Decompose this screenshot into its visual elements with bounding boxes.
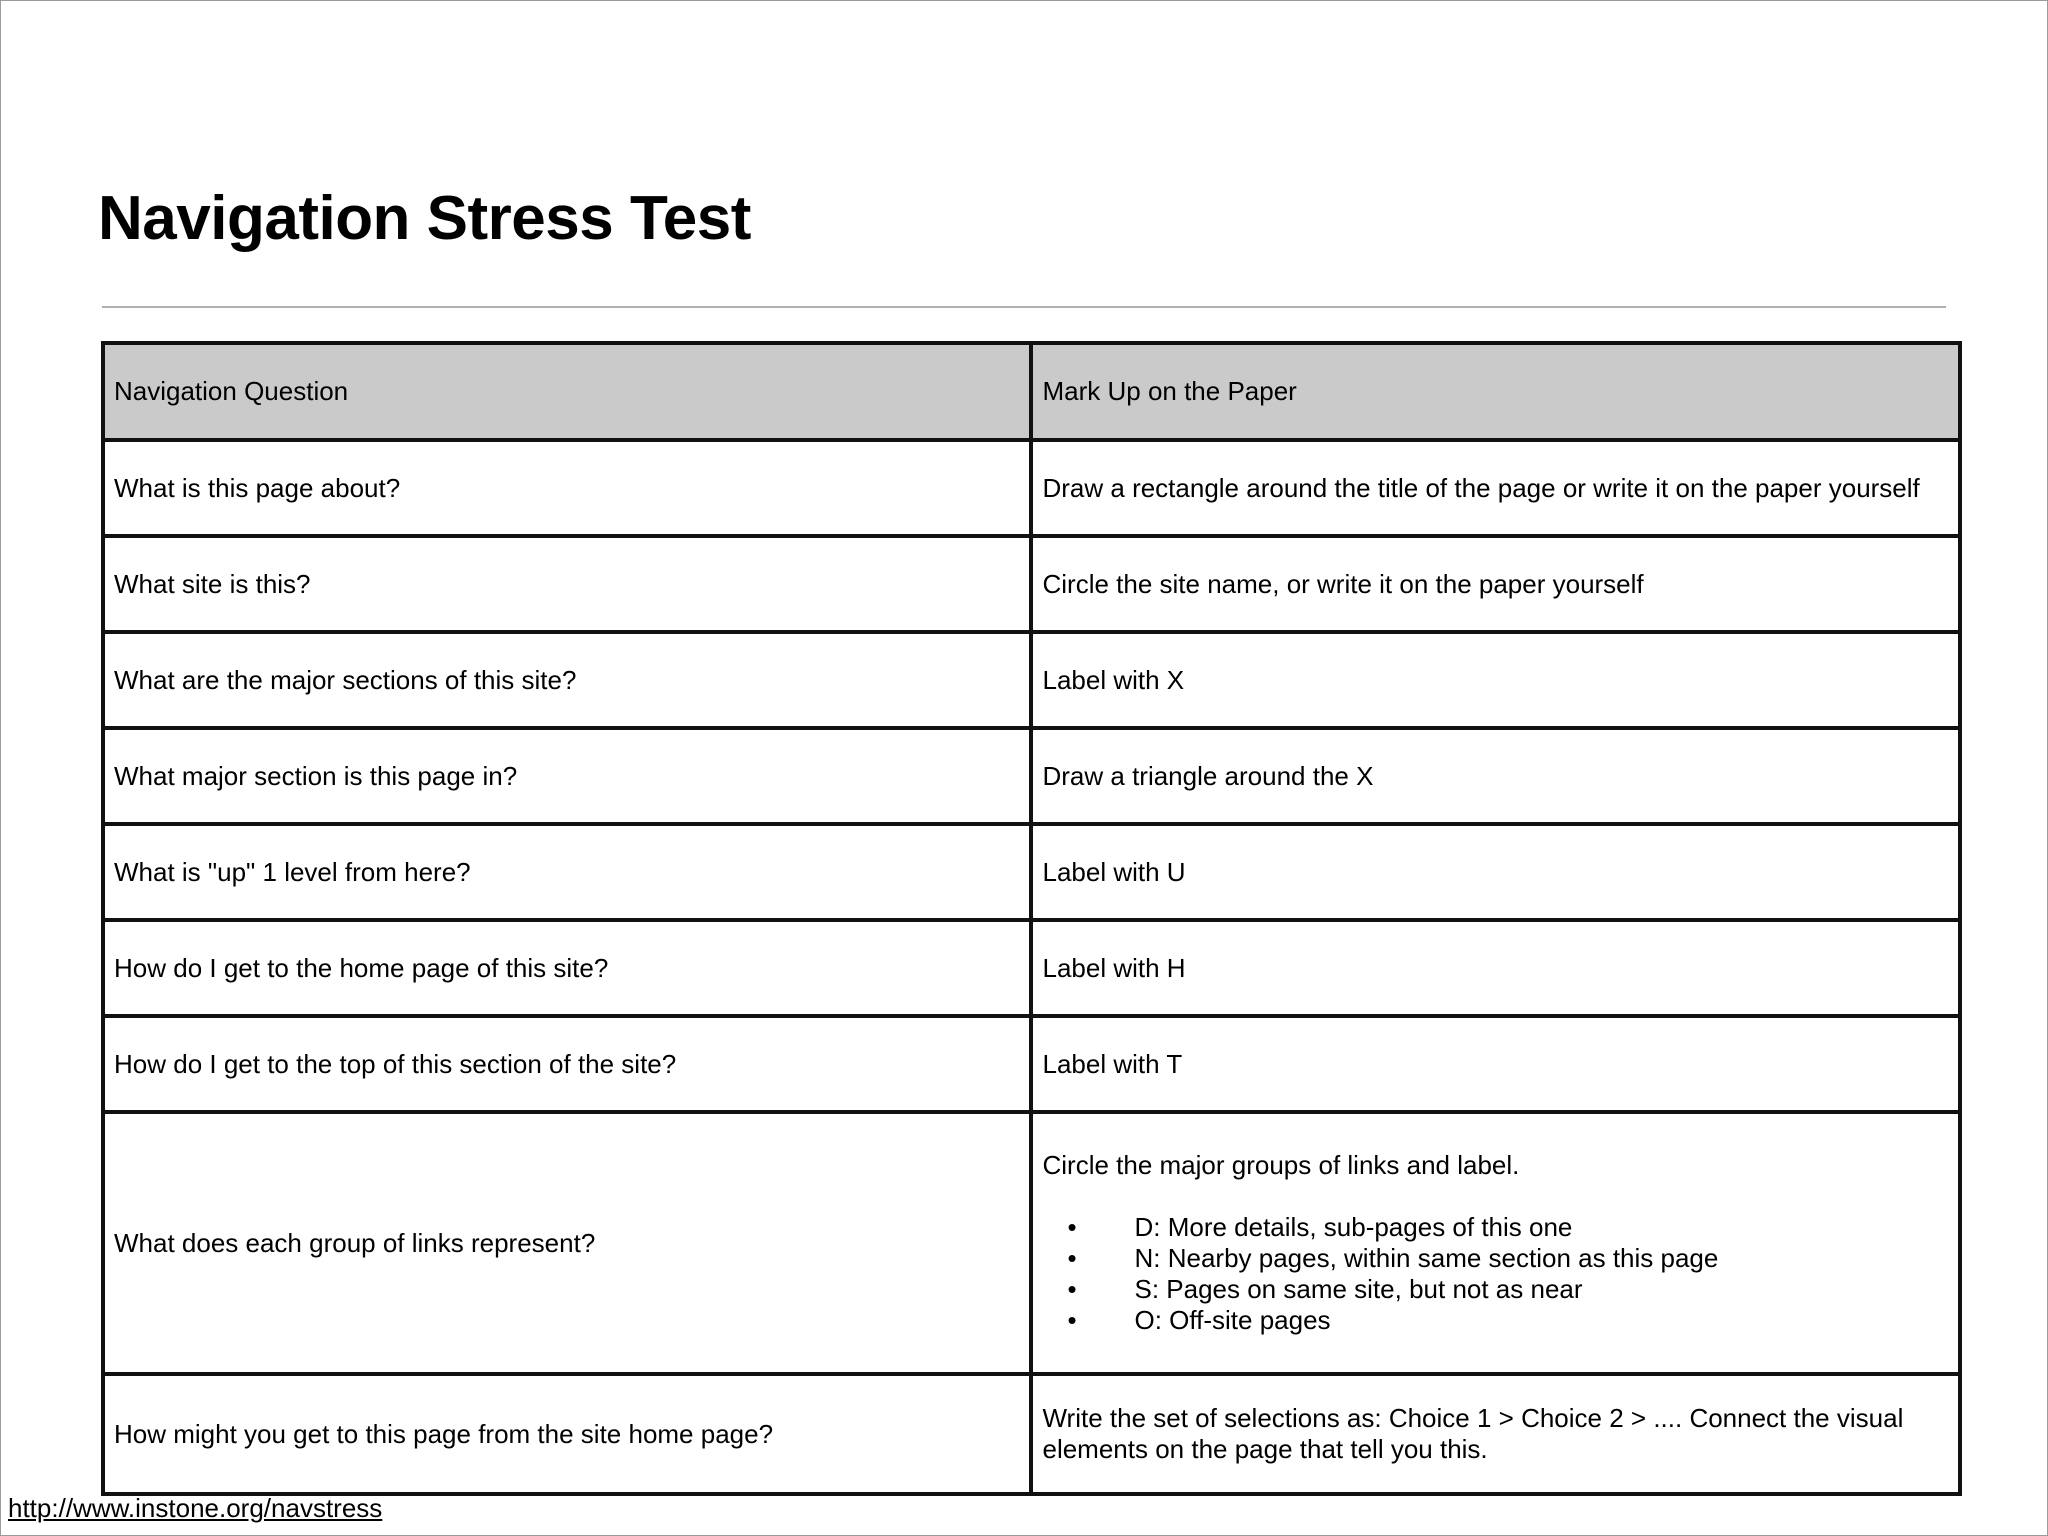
bullet-icon: •: [1067, 1305, 1077, 1335]
source-url-link[interactable]: http://www.instone.org/navstress: [8, 1493, 383, 1523]
markup-cell: Circle the site name, or write it on the paper yourself: [1031, 536, 1960, 632]
list-item: [1042, 1212, 1950, 1243]
header-navigation-question: Navigation Question: [103, 343, 1031, 440]
table-row: [103, 632, 1960, 728]
table-row: [103, 1374, 1960, 1494]
table-row: [103, 440, 1960, 536]
table-row: [103, 824, 1960, 920]
question-cell: What site is this?: [103, 536, 1031, 632]
table-header-row: [103, 343, 1960, 440]
list-item: [1042, 1305, 1950, 1336]
markup-cell: Write the set of selections as: Choice 1 > Choice 2 > .... Connect the visual elements on the page that tell you this.: [1031, 1374, 1960, 1494]
question-cell: How might you get to this page from the site home page?: [103, 1374, 1031, 1494]
list-item-text: O: Off-site pages: [1134, 1305, 1331, 1335]
question-cell: How do I get to the top of this section of the site?: [103, 1016, 1031, 1112]
list-item-text: D: More details, sub-pages of this one: [1134, 1212, 1573, 1242]
question-cell: What is "up" 1 level from here?: [103, 824, 1031, 920]
list-item: [1042, 1243, 1950, 1274]
question-cell: What are the major sections of this site?: [103, 632, 1031, 728]
table-row: [103, 536, 1960, 632]
list-item-text: N: Nearby pages, within same section as this page: [1134, 1243, 1719, 1273]
table-row: [103, 920, 1960, 1016]
markup-intro-text: Circle the major groups of links and label.: [1042, 1150, 1520, 1180]
page-title: Navigation Stress Test: [98, 184, 751, 253]
navigation-stress-table: [101, 341, 1962, 1496]
markup-cell: Label with X: [1031, 632, 1960, 728]
markup-cell: Label with T: [1031, 1016, 1960, 1112]
markup-cell: Draw a triangle around the X: [1031, 728, 1960, 824]
markup-cell: Label with U: [1031, 824, 1960, 920]
bullet-icon: •: [1067, 1212, 1077, 1242]
markup-cell: Draw a rectangle around the title of the page or write it on the paper yourself: [1031, 440, 1960, 536]
table-row: [103, 728, 1960, 824]
question-cell: What does each group of links represent?: [103, 1112, 1031, 1374]
question-cell: What major section is this page in?: [103, 728, 1031, 824]
link-group-legend-list: [1042, 1212, 1950, 1336]
bullet-icon: •: [1067, 1274, 1077, 1304]
header-mark-up-on-paper: Mark Up on the Paper: [1031, 343, 1960, 440]
question-cell: What is this page about?: [103, 440, 1031, 536]
question-cell: How do I get to the home page of this site?: [103, 920, 1031, 1016]
table-row: [103, 1016, 1960, 1112]
bullet-icon: •: [1067, 1243, 1077, 1273]
list-item: [1042, 1274, 1950, 1305]
title-divider: [102, 306, 1946, 308]
markup-cell: [1031, 1112, 1960, 1374]
table-row: [103, 1112, 1960, 1374]
list-item-text: S: Pages on same site, but not as near: [1134, 1274, 1583, 1304]
markup-cell: Label with H: [1031, 920, 1960, 1016]
